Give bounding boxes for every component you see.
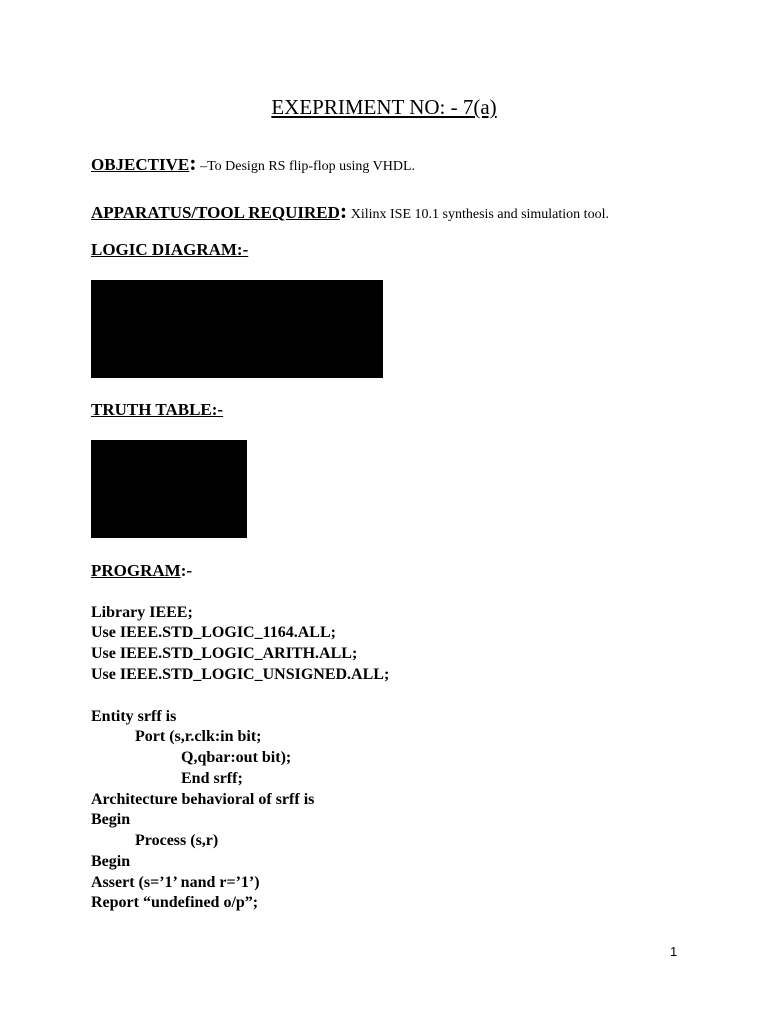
truth-table-image: [91, 440, 247, 538]
truth-table-label: TRUTH TABLE:-: [91, 400, 224, 419]
page-number: 1: [670, 944, 678, 959]
program-heading: [91, 561, 192, 581]
code-line: Library IEEE;: [91, 604, 193, 621]
code-line: Use IEEE.STD_LOGIC_UNSIGNED.ALL;: [91, 666, 390, 683]
code-line: Port (s,r.clk:in bit;: [135, 728, 262, 745]
code-line: Entity srff is: [91, 708, 177, 725]
code-line: Architecture behavioral of srff is: [91, 791, 315, 808]
code-line: Report “undefined o/p”;: [91, 894, 259, 911]
code-line: Begin: [91, 811, 131, 828]
logic-diagram-image: [91, 280, 383, 378]
code-line: Assert (s=’1’ nand r=’1’): [91, 874, 260, 891]
apparatus-section: [91, 198, 609, 224]
apparatus-label: APPARATUS/TOOL REQUIRED: [91, 203, 340, 222]
objective-label: OBJECTIVE: [91, 155, 190, 174]
apparatus-text: Xilinx ISE 10.1 synthesis and simulation tool.: [347, 207, 609, 222]
logic-diagram-heading: [91, 240, 248, 260]
code-line: Q,qbar:out bit);: [181, 749, 292, 766]
program-label: PROGRAM: [91, 561, 181, 580]
code-line: Process (s,r): [135, 832, 219, 849]
code-line: Use IEEE.STD_LOGIC_ARITH.ALL;: [91, 645, 358, 662]
objective-section: [91, 150, 415, 176]
objective-text: –To Design RS flip-flop using VHDL.: [196, 159, 416, 174]
page-title: EXEPRIMENT NO: - 7(a): [271, 95, 497, 119]
logic-diagram-label: LOGIC DIAGRAM:-: [91, 240, 249, 259]
code-line: End srff;: [181, 770, 243, 787]
program-suffix: :-: [180, 561, 193, 580]
truth-table-heading: [91, 400, 223, 420]
code-line: Begin: [91, 853, 131, 870]
objective-colon: :: [189, 150, 197, 175]
code-line: Use IEEE.STD_LOGIC_1164.ALL;: [91, 624, 336, 641]
apparatus-colon: :: [339, 198, 348, 223]
